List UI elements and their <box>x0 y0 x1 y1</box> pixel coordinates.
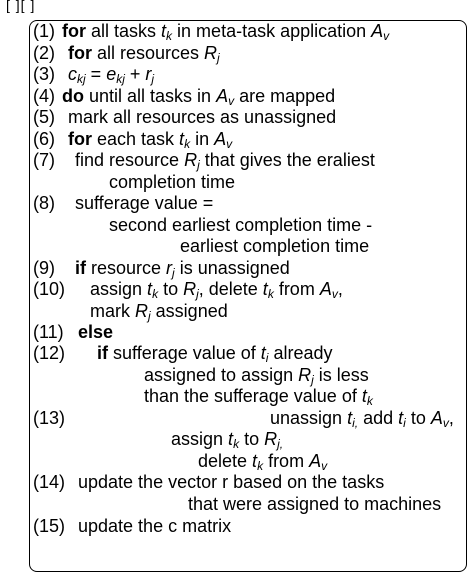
math-subscript: k <box>166 29 173 43</box>
algorithm-line <box>109 172 235 193</box>
line-number: (3) <box>33 64 55 84</box>
algorithm-line <box>78 516 231 537</box>
keyword: if <box>97 343 108 363</box>
line-number: (10) <box>33 279 66 299</box>
math-variable: $t_k$ <box>179 129 191 151</box>
line-text: until all tasks in <box>84 86 217 106</box>
keyword: for <box>62 21 86 41</box>
line-text: mark all resources as unassigned <box>68 107 337 127</box>
keyword: if <box>75 258 86 278</box>
line-text: that were assigned to machines <box>188 494 442 514</box>
math-variable: $r_j$ <box>145 64 155 86</box>
keyword: for <box>68 129 92 149</box>
algorithm-line <box>90 301 228 322</box>
math-variable: $R_j$ <box>298 365 314 387</box>
math-subscript: v <box>383 29 390 43</box>
math-subscript: j <box>217 51 220 65</box>
line-text: , delete <box>198 279 263 299</box>
line-text: is unassigned <box>174 258 290 278</box>
math-subscript: j <box>197 158 200 172</box>
math-variable: $t_k$ <box>161 21 173 43</box>
line-text: second earliest completion time - <box>109 215 373 235</box>
algorithm-line <box>62 86 335 107</box>
math-variable: $t_k$ <box>147 279 159 301</box>
math-subscript: v <box>331 287 338 301</box>
line-text: sufferage value = <box>75 193 214 213</box>
keyword: do <box>62 86 84 106</box>
line-text: from <box>273 279 320 299</box>
line-number: (2) <box>33 43 55 63</box>
line-text: in meta-task application <box>172 21 372 41</box>
algorithm-line <box>68 64 154 85</box>
line-text: earliest completion time <box>180 236 370 256</box>
math-variable: $R_j$ <box>135 301 151 323</box>
math-subscript: i, <box>352 416 359 430</box>
line-number: (12) <box>33 343 66 363</box>
math-subscript: kj <box>77 72 86 86</box>
keyword: for <box>68 43 92 63</box>
line-number: (5) <box>33 107 55 127</box>
line-number: (11) <box>33 322 64 342</box>
algorithm-line <box>78 322 113 343</box>
algorithm-line <box>97 343 333 364</box>
algorithm-line <box>109 215 372 236</box>
line-text: all resources <box>92 43 205 63</box>
math-variable: $t_i$ <box>398 408 406 430</box>
math-variable: $A_v$ <box>319 279 338 301</box>
math-subscript: k <box>267 287 274 301</box>
line-text: all tasks <box>86 21 162 41</box>
line-text: assign <box>171 429 229 449</box>
math-variable: $e_{kj}$ <box>106 64 125 86</box>
math-variable: $R_{j,}$ <box>264 429 284 451</box>
line-text: are mapped <box>234 86 336 106</box>
line-text: update the c matrix <box>78 516 232 536</box>
line-text: delete <box>198 451 253 471</box>
line-number: (15) <box>33 516 66 536</box>
algorithm-line <box>68 43 220 64</box>
math-variable: $A_v$ <box>216 86 235 108</box>
algorithm-line <box>171 429 283 450</box>
math-variable: $A_v$ <box>309 451 328 473</box>
line-text: resource <box>86 258 167 278</box>
math-subscript: k <box>152 287 159 301</box>
math-subscript: j <box>148 309 151 323</box>
line-text: , <box>337 279 343 299</box>
math-variable: $t_i$ <box>260 343 269 365</box>
algorithm-line <box>144 386 373 407</box>
algorithm-line <box>62 21 389 42</box>
line-text: in <box>190 129 215 149</box>
line-text: assign <box>90 279 148 299</box>
line-number: (14) <box>33 472 66 492</box>
math-subscript: i <box>265 351 269 365</box>
line-text: + <box>124 64 146 84</box>
math-subscript: j <box>151 72 155 86</box>
math-subscript: v <box>228 94 235 108</box>
math-subscript: v <box>321 459 328 473</box>
math-variable: $A_v$ <box>430 408 449 430</box>
algorithm-line <box>68 107 336 128</box>
line-text: to <box>239 429 265 449</box>
math-subscript: j <box>172 266 175 280</box>
clipped-top-fragment: [ ][ ] <box>6 0 36 13</box>
line-text: already <box>268 343 333 363</box>
line-text: assigned <box>150 301 228 321</box>
keyword: else <box>78 322 114 342</box>
algorithm-line <box>188 494 441 515</box>
line-text: sufferage value of <box>108 343 261 363</box>
line-text: to <box>405 408 431 428</box>
math-variable: $R_j$ <box>183 279 199 301</box>
math-subscript: k <box>366 394 373 408</box>
math-variable: $R_j$ <box>184 150 200 172</box>
line-text: unassign <box>270 408 348 428</box>
math-subscript: j <box>311 373 314 387</box>
line-text: than the sufferage value of <box>144 386 362 406</box>
math-variable: $t_k$ <box>228 429 240 451</box>
math-subscript: j <box>196 287 199 301</box>
algorithm-line <box>68 129 232 150</box>
math-subscript: k <box>184 137 191 151</box>
math-subscript: k <box>257 459 264 473</box>
algorithm-line <box>270 408 454 429</box>
line-number: (1) <box>33 21 55 41</box>
line-text: from <box>263 451 310 471</box>
algorithm-line <box>180 236 369 257</box>
line-number: (6) <box>33 129 55 149</box>
line-text: completion time <box>109 172 236 192</box>
line-text: update the vector r based on the tasks <box>78 472 385 492</box>
line-text: assigned to assign <box>144 365 299 385</box>
algorithm-line <box>78 472 384 493</box>
math-variable: $A_v$ <box>371 21 390 43</box>
line-number: (8) <box>33 193 55 213</box>
math-variable: $t_k$ <box>262 279 274 301</box>
line-number: (9) <box>33 258 55 278</box>
math-variable: $R_j$ <box>204 43 220 65</box>
math-subscript: v <box>442 416 449 430</box>
line-text: is less <box>313 365 369 385</box>
line-text: , <box>448 408 454 428</box>
line-number: (4) <box>33 86 55 106</box>
math-subscript: i <box>403 416 406 430</box>
math-variable: $t_{i,}$ <box>347 408 359 430</box>
math-subscript: v <box>226 137 233 151</box>
line-text: to <box>158 279 184 299</box>
line-text: add <box>358 408 399 428</box>
algorithm-line <box>198 451 327 472</box>
line-number: (13) <box>33 408 66 428</box>
algorithm-line <box>75 258 290 279</box>
line-number: (7) <box>33 150 55 170</box>
math-subscript: kj <box>116 72 125 86</box>
algorithm-line <box>90 279 343 300</box>
math-subscript: j, <box>277 437 284 451</box>
math-variable: $A_v$ <box>214 129 233 151</box>
line-text: each task <box>92 129 180 149</box>
line-text: that gives the eraliest <box>199 150 375 170</box>
math-variable: $t_k$ <box>361 386 373 408</box>
line-text: find resource <box>75 150 185 170</box>
math-variable: $c_{kj}$ <box>68 64 86 86</box>
line-text: mark <box>90 301 135 321</box>
algorithm-line <box>75 193 213 214</box>
algorithm-line <box>75 150 375 171</box>
line-text: = <box>85 64 107 84</box>
math-variable: $r_j$ <box>166 258 175 280</box>
math-variable: $t_k$ <box>252 451 264 473</box>
algorithm-line <box>144 365 369 386</box>
math-subscript: k <box>233 437 240 451</box>
